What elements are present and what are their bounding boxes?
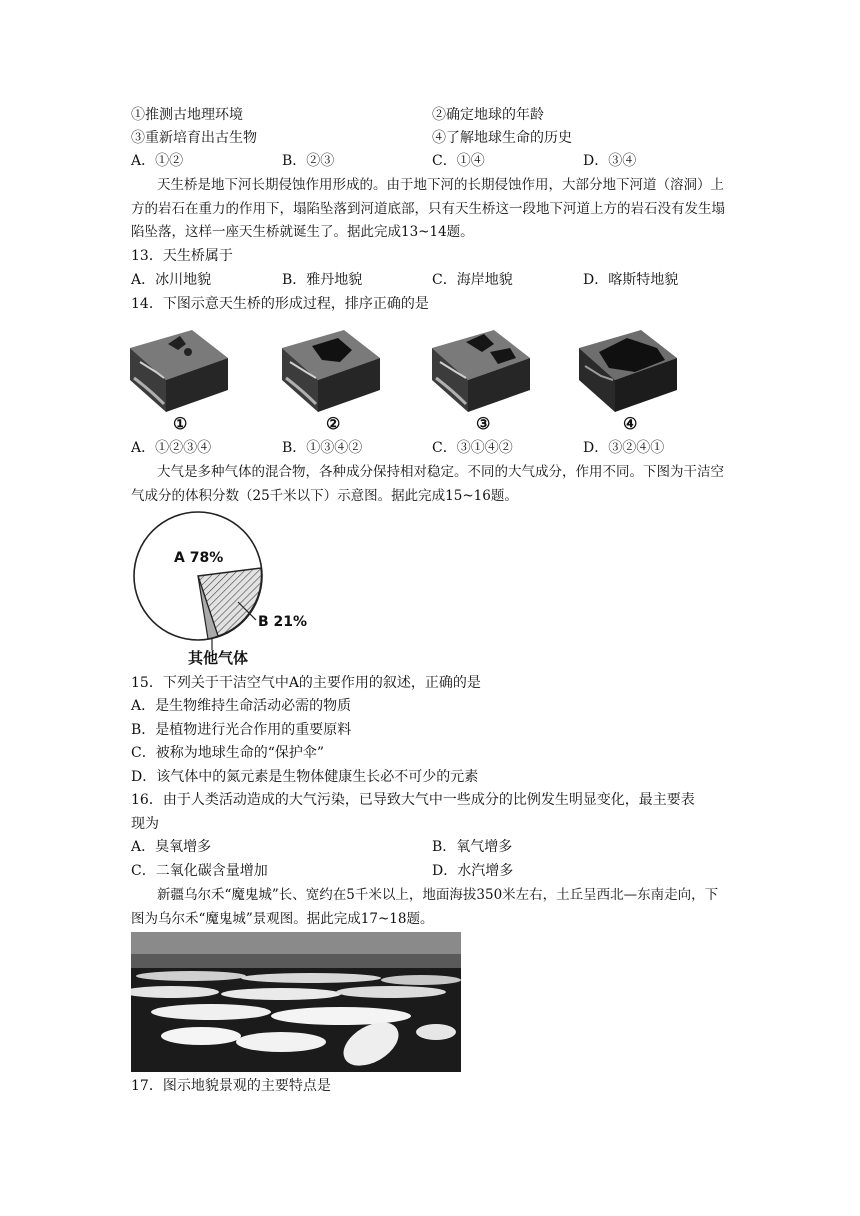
q16-stem-line2: 现为 bbox=[131, 816, 159, 832]
diagram-caption-2: ② bbox=[326, 414, 341, 433]
bridge-diagram-1 bbox=[130, 318, 230, 414]
q14-option-c: C．③①④② bbox=[432, 440, 513, 456]
passage-wuerhe: 新疆乌尔禾“魔鬼城”长、宽约在5千米以上，地面海拔350米左右，土丘呈西北—东南走向，下图为乌尔禾“魔鬼城”景观图。据此完成17~18题。 bbox=[131, 887, 719, 927]
q13-option-d: D．喀斯特地貌 bbox=[583, 272, 679, 288]
q12-item-2: ②确定地球的年龄 bbox=[432, 107, 544, 123]
passage-atmosphere: 大气是多种气体的混合物，各种成分保持相对稳定。不同的大气成分，作用不同。下图为干洁空气成分的体积分数（25千米以下）示意图。据此完成15~16题。 bbox=[131, 464, 724, 504]
q16-option-a: A．臭氧增多 bbox=[131, 839, 212, 855]
q14-option-d: D．③②④① bbox=[583, 440, 665, 456]
q15-option-c: C．被称为地球生命的“保护伞” bbox=[131, 745, 325, 761]
q14-option-b: B．①③④② bbox=[282, 440, 363, 456]
q13-option-b: B．雅丹地貌 bbox=[282, 272, 363, 288]
q14-stem: 14．下图示意天生桥的形成过程，排序正确的是 bbox=[131, 296, 429, 312]
air-composition-pie bbox=[128, 510, 348, 670]
pie-label-b: B 21% bbox=[258, 614, 308, 630]
diagram-caption-3: ③ bbox=[476, 414, 491, 433]
q13-option-c: C．海岸地貌 bbox=[432, 272, 513, 288]
q17-stem: 17．图示地貌景观的主要特点是 bbox=[131, 1078, 331, 1094]
bridge-diagram-3 bbox=[432, 318, 532, 414]
q12-item-3: ③重新培育出古生物 bbox=[131, 130, 257, 146]
q16-stem-line1: 16．由于人类活动造成的大气污染，已导致大气中一些成分的比例发生明显变化，最主要表 bbox=[131, 792, 695, 808]
q12-item-4: ④了解地球生命的历史 bbox=[432, 130, 572, 146]
q16-option-c: C．二氧化碳含量增加 bbox=[131, 863, 268, 879]
q15-option-a: A．是生物维持生命活动必需的物质 bbox=[131, 698, 352, 714]
passage-natural-bridge: 天生桥是地下河长期侵蚀作用形成的。由于地下河的长期侵蚀作用，大部分地下河道（溶洞）上方的岩石在重力的作用下，塌陷坠落到河道底部，只有天生桥这一段地下河道上方的岩石没有发生塌陷坠落，这样一座天生桥就诞生了。据此完成13~14题。 bbox=[131, 177, 725, 240]
diagram-caption-4: ④ bbox=[623, 414, 638, 433]
pie-label-other: 其他气体 bbox=[188, 649, 249, 667]
q12-option-a: A．①② bbox=[131, 153, 184, 169]
bridge-diagram-2 bbox=[282, 318, 382, 414]
q16-option-d: D．水汽增多 bbox=[432, 863, 514, 879]
diagram-caption-1: ① bbox=[173, 414, 188, 433]
q16-option-b: B．氧气增多 bbox=[432, 839, 513, 855]
q12-item-1: ①推测古地理环境 bbox=[131, 107, 243, 123]
yardang-landscape-photo bbox=[131, 932, 461, 1072]
q15-option-d: D．该气体中的氮元素是生物体健康生长必不可少的元素 bbox=[131, 769, 479, 785]
q13-stem: 13．天生桥属于 bbox=[131, 248, 233, 264]
q13-option-a: A．冰川地貌 bbox=[131, 272, 212, 288]
q12-option-d: D．③④ bbox=[583, 153, 637, 169]
bridge-diagram-4 bbox=[579, 318, 679, 414]
q15-option-b: B．是植物进行光合作用的重要原料 bbox=[131, 722, 352, 738]
q12-option-c: C．①④ bbox=[432, 153, 485, 169]
q15-stem: 15．下列关于干洁空气中A的主要作用的叙述，正确的是 bbox=[131, 675, 481, 691]
q14-option-a: A．①②③④ bbox=[131, 440, 212, 456]
q12-option-b: B．②③ bbox=[282, 153, 335, 169]
pie-label-a: A 78% bbox=[174, 550, 224, 566]
